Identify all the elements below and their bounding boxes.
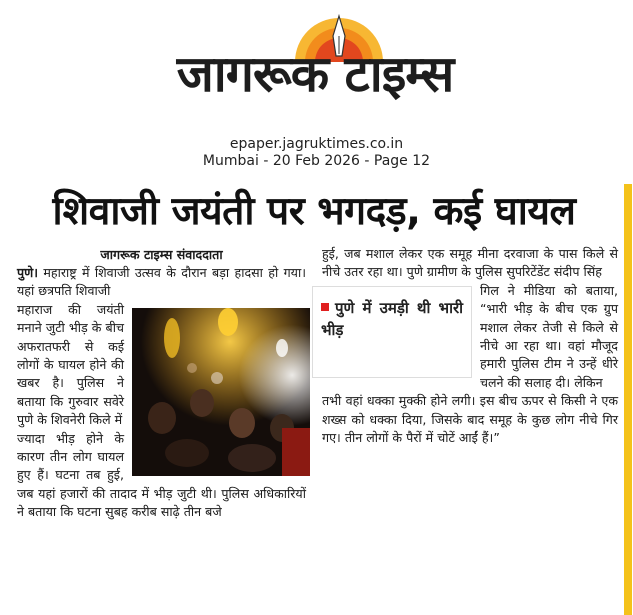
paragraph-bottom: ज्यादा भीड़ होने के कारण तीन लोग घायल हुए हैं। घटना तब हुई, जब यहां हजारों की तादाद में भीड़ जुटी थी। पुलिस अधिकारियों ने बताया कि घटना सुबह करीब साढ़े तीन बजे: [17, 430, 306, 520]
byline: जागरूक टाइम्स संवाददाता: [100, 247, 223, 262]
article-photo: [132, 308, 310, 476]
pull-quote-box: [312, 286, 472, 378]
article-column-1: [17, 245, 306, 522]
paragraph-wrap: गिल ने मीडिया को बताया, “भारी भीड़ के बीच एक ग्रुप मशाल लेकर तेजी से किले से नीचे आ रहा था। वहां मौजूद हमारी पुलिस टीम ने उन्हें धीरे चलने की सलाह दी। लेकिन: [480, 282, 618, 390]
masthead: [0, 0, 633, 178]
logo-wordmark: जागरूक टाइम्स: [176, 45, 454, 103]
dateline-lead: पुणे।: [17, 265, 39, 280]
epaper-url: epaper.jagruktimes.co.in: [229, 136, 404, 152]
article-column-2: [322, 245, 618, 447]
article-headline: शिवाजी जयंती पर भगदड़, कई घायल: [52, 189, 576, 234]
pull-quote-text: पुणे में उमड़ी थी भारी भीड़: [321, 298, 463, 339]
bullet-icon: [321, 303, 329, 311]
paragraph-bottom: तभी वहां धक्का मुक्की होने लगी। इस बीच ऊपर से किसी ने एक शख्स को धक्का दिया, जिसके बाद समूह के कुछ लोग नीचे गिर गए। तीन लोगों के पैरों में चोटें आईं हैं।”: [322, 393, 618, 446]
crowd-photo-image: [132, 308, 310, 476]
paragraph-wrap: महाराज की जयंती मनाने जुटी भीड़ के बीच अफरातफरी से कई लोगों के घायल होने की खबर है। पुलिस ने बताया कि गुरुवार सवेरे पुणे के शिवनेरी किले में: [17, 301, 124, 428]
paragraph: हुई, जब मशाल लेकर एक समूह मीना दरवाजा के पास किले से नीचे उतर रहा था। पुणे ग्रामीण के पुलिस सुपरिटेंडेंट संदीप सिंह: [322, 246, 618, 280]
edition-dateline: Mumbai - 20 Feb 2026 - Page 12: [202, 153, 431, 169]
accent-bar: [624, 184, 632, 615]
paragraph: [17, 264, 306, 301]
paragraph-text: महाराष्ट्र में शिवाजी उत्सव के दौरान बड़ा हादसा हो गया। यहां छत्रपति शिवाजी: [17, 265, 306, 299]
